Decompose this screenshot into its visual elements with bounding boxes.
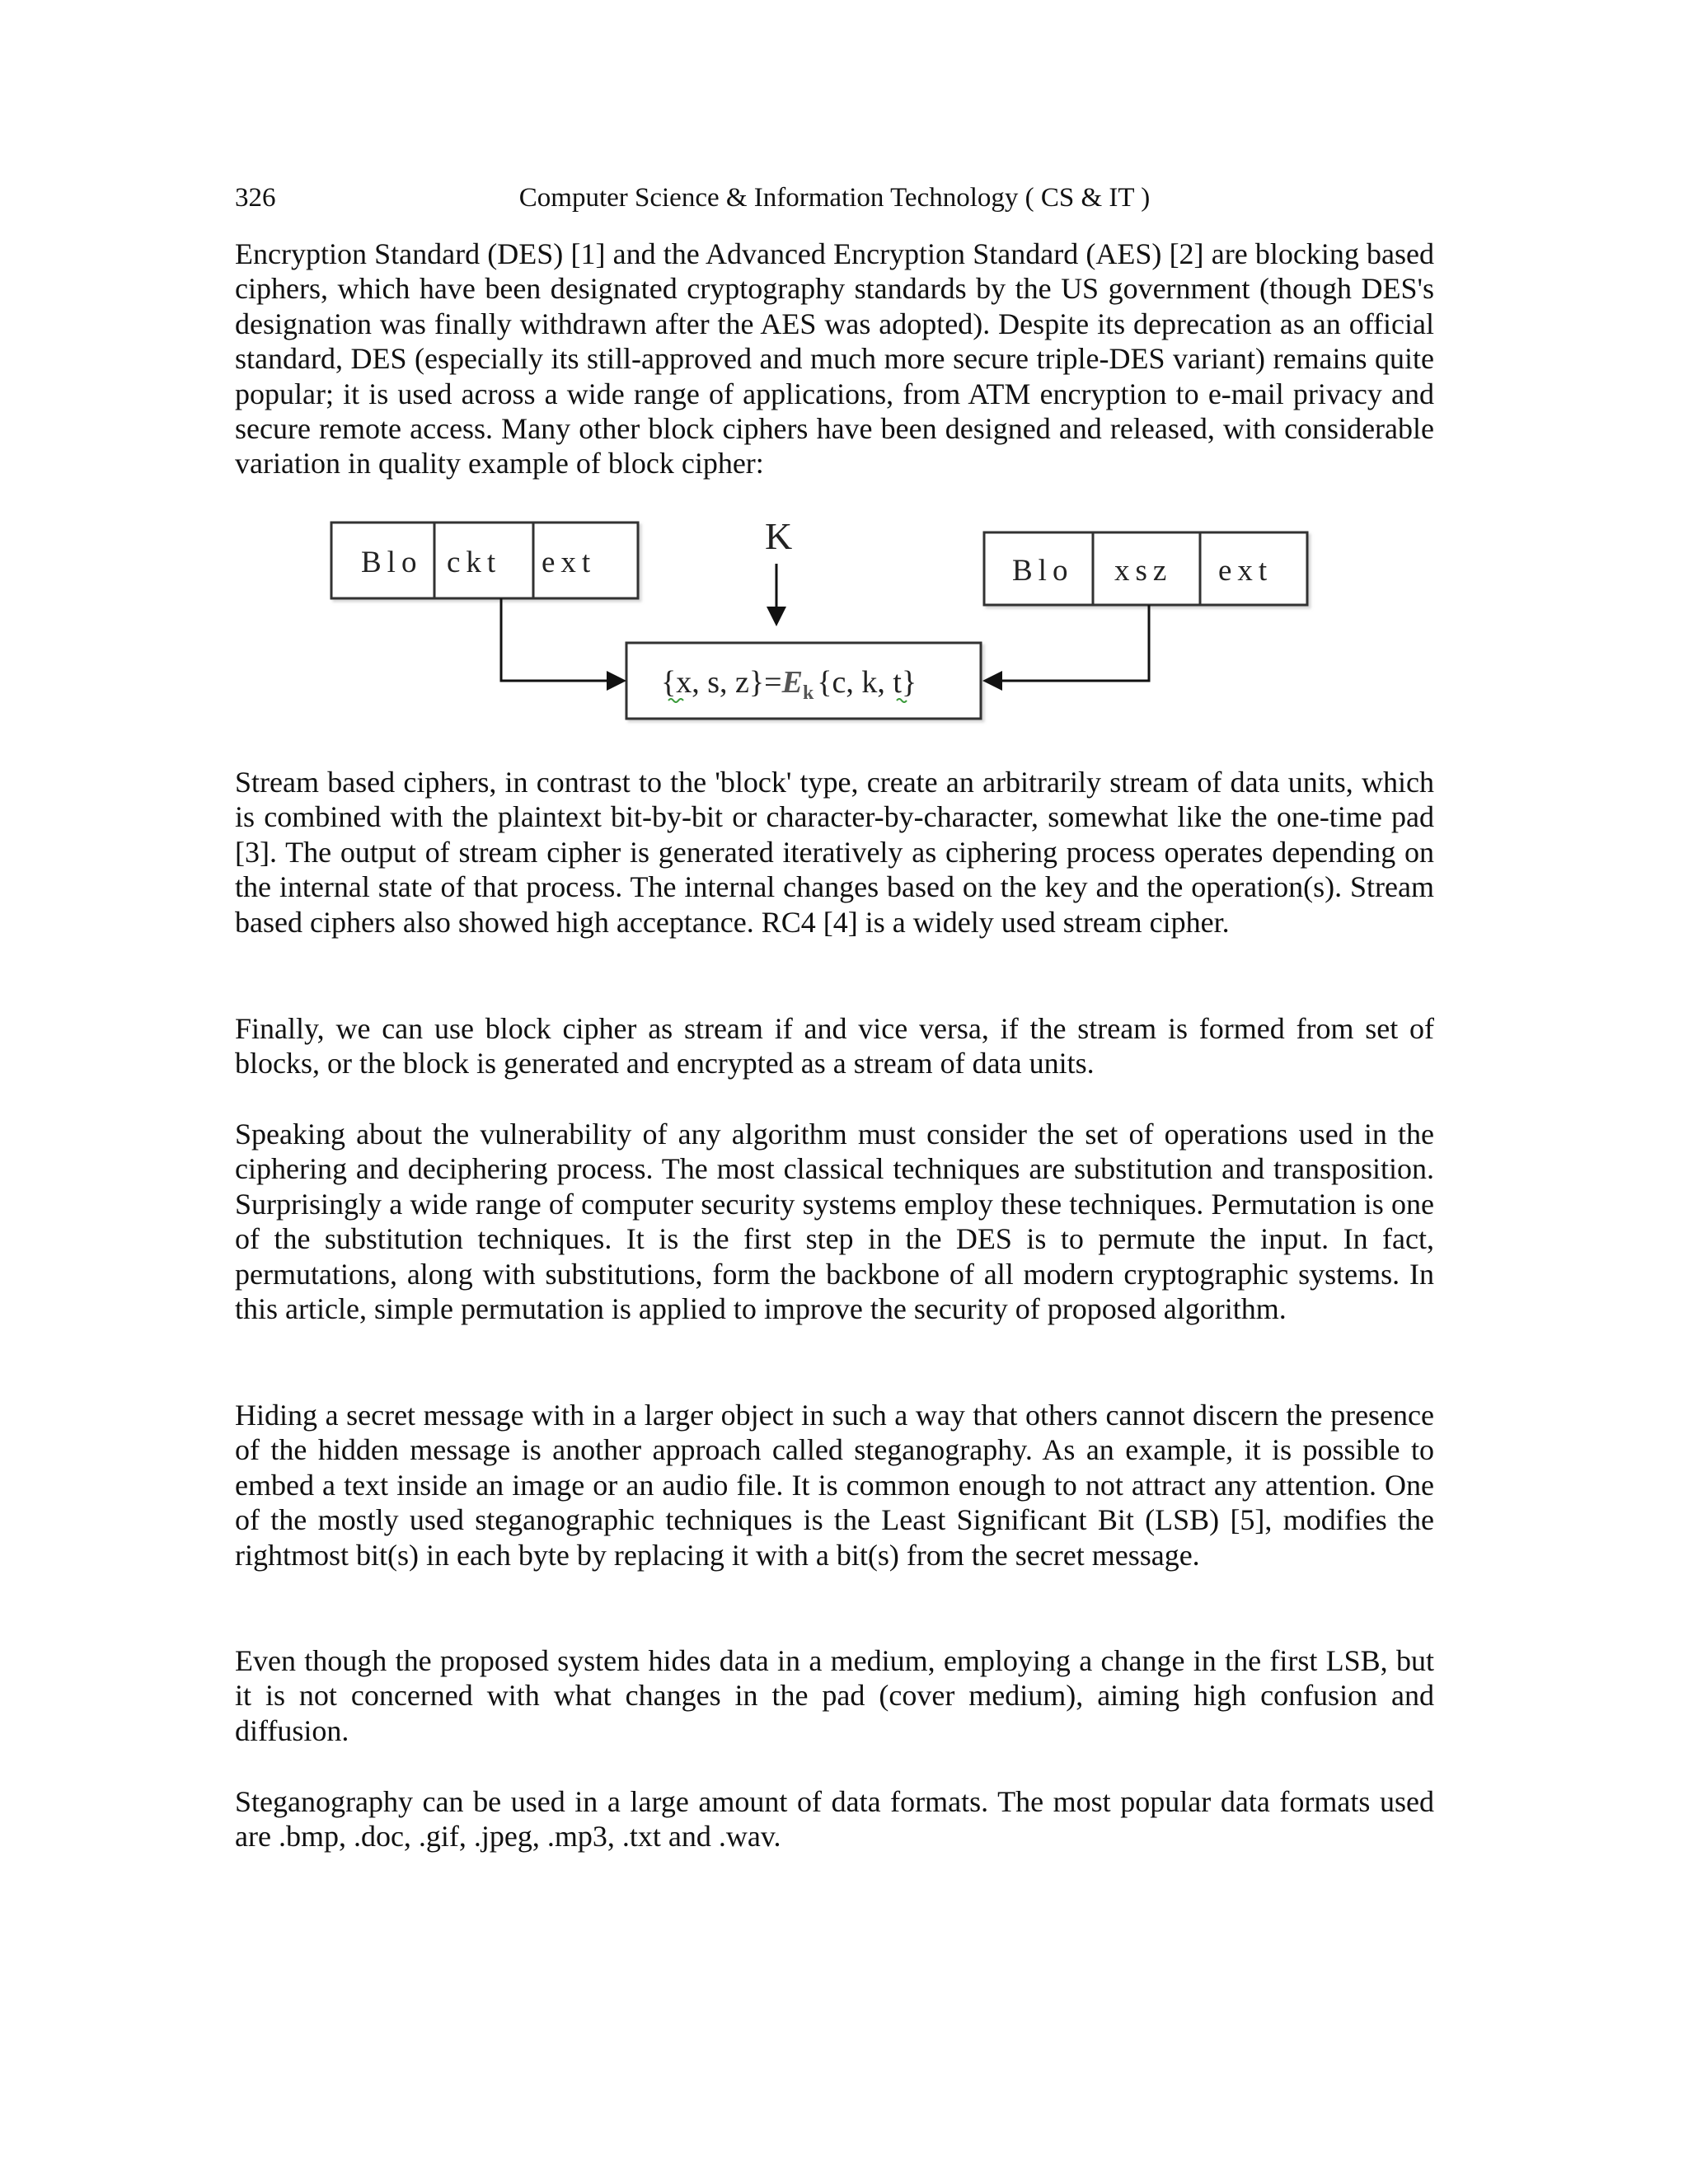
input-connector-arrow [501, 598, 626, 691]
paragraph-steganography: Hiding a secret message with in a larger object in such a way that others cannot discern the presence of the hidden message is another approach called steganography. As an example, it is possible to embed a text inside an image or an audio file. It is common enough to not attract any attention. One of the mostly used steganographic techniques is the Least Significant Bit (LSB) [5], modifies the rightmost bit(s) in each byte by replacing it with a bit(s) from the secret message. [235, 1399, 1434, 1572]
paragraph-data-formats: Steganography can be used in a large amount of data formats. The most popular data formats used are .bmp, .doc, .gif, .jpeg, .mp3, .txt and .wav. [235, 1785, 1434, 1854]
formula-lhs: {x, s, z}= [661, 665, 782, 700]
key-label: K [765, 515, 793, 557]
running-title: Computer Science & Information Technology ( CS & IT ) [518, 183, 1151, 213]
input-block-cell-2: ckt [447, 546, 502, 579]
paragraph-block-as-stream: Finally, we can use block cipher as stream if and vice versa, if the stream is formed from set of blocks, or the block is generated and encrypted as a stream of data units. [235, 1012, 1434, 1080]
formula-rhs: {c, k, t} [817, 665, 917, 700]
output-block-cell-2: xsz [1114, 554, 1173, 588]
page-header [235, 183, 1434, 219]
input-block-cell-3: ext [542, 546, 597, 579]
paragraph-block-ciphers: Encryption Standard (DES) [1] and the Advanced Encryption Standard (AES) [2] are blocking based ciphers, which have been designated cryptography standards by the US government (though DES's designation was finally withdrawn after the AES was adopted). Despite its deprecation as an official standard, DES (especially its still-approved and much more secure triple-DES variant) remains quite popular; it is used across a wide range of applications, from ATM encryption to e-mail privacy and secure remote access. Many other block ciphers have been designed and released, with considerable variation in quality example of block cipher: [235, 237, 1434, 480]
paragraph-stream-ciphers: Stream based ciphers, in contrast to the 'block' type, create an arbitrarily stream of data units, which is combined with the plaintext bit-by-bit or character-by-character, somewhat like the one-time pad [3]. The output of stream cipher is generated iteratively as ciphering process operates depending on the internal state of that process. The internal changes based on the key and the operation(s). Stream based ciphers also showed high acceptance. RC4 [4] is a widely used stream cipher. [235, 766, 1434, 939]
paragraph-proposed-system: Even though the proposed system hides data in a medium, employing a change in the first LSB, but it is not concerned with what changes in the pad (cover medium), aiming high confusion and diffusion. [235, 1644, 1434, 1747]
output-block-cell-1: Blo [1012, 554, 1074, 588]
block-cipher-diagram-svg [330, 513, 1352, 735]
output-block-cell-3: ext [1218, 554, 1273, 588]
block-cipher-diagram [330, 513, 1352, 735]
formula-operator: E [781, 665, 803, 700]
input-block-cell-1: Blo [361, 546, 423, 579]
encryption-formula [661, 665, 917, 704]
output-connector-arrow [982, 605, 1149, 691]
paragraph-vulnerability: Speaking about the vulnerability of any algorithm must consider the set of operations used in the ciphering and deciphering process. The most classical techniques are substitution and transposition. Surprisingly a wide range of computer security systems employ these techniques. Permutation is one of the substitution techniques. It is the first step in the DES is to permute the input. In fact, permutations, along with substitutions, form the backbone of all modern cryptographic systems. In this article, simple permutation is applied to improve the security of proposed algorithm. [235, 1118, 1434, 1326]
formula-subscript: k [802, 682, 814, 704]
key-arrow [767, 564, 786, 626]
page-number: 326 [235, 183, 276, 213]
